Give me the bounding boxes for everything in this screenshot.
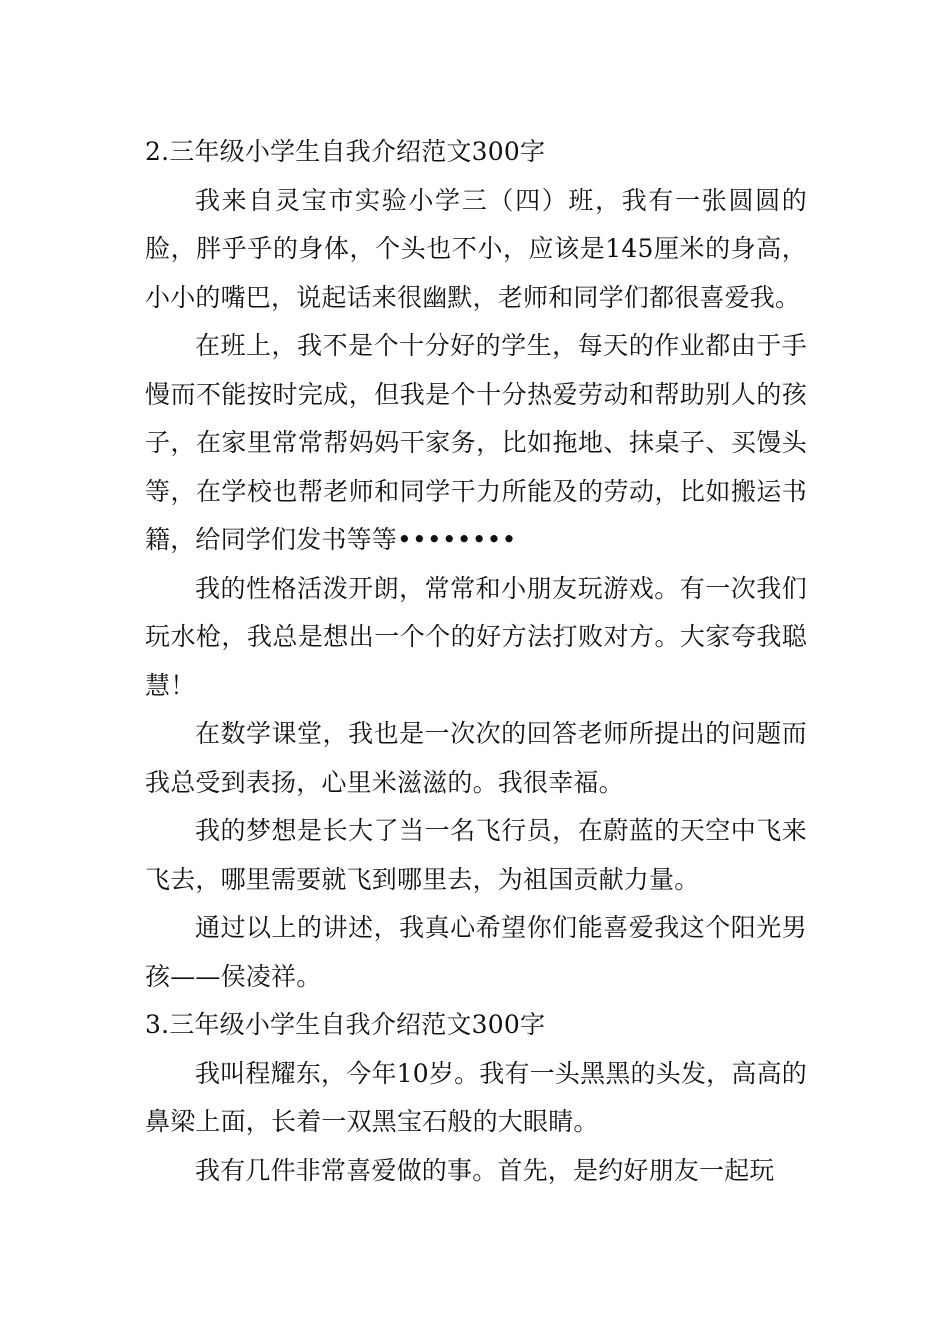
section-2 xyxy=(145,128,807,1001)
paragraph: 在班上，我不是个十分好的学生，每天的作业都由于手慢而不能按时完成，但我是个十分热爱劳动和帮助别人的孩子，在家里常常帮妈妈干家务，比如拖地、抹桌子、买馒头等，在学校也帮老师和同学干力所能及的劳动，比如搬运书籍，给同学们发书等等•••••••• xyxy=(145,331,807,554)
paragraph: 在数学课堂，我也是一次次的回答老师所提出的问题而我总受到表扬，心里米滋滋的。我很幸福。 xyxy=(145,719,807,797)
document-body xyxy=(145,128,807,1195)
section-3 xyxy=(145,1001,807,1195)
section-heading: 2.三年级小学生自我介绍范文300字 xyxy=(145,137,546,166)
section-heading: 3.三年级小学生自我介绍范文300字 xyxy=(145,1010,546,1039)
paragraph: 我的性格活泼开朗，常常和小朋友玩游戏。有一次我们玩水枪，我总是想出一个个的好方法打败对方。大家夸我聪慧！ xyxy=(145,573,807,700)
paragraph: 我的梦想是长大了当一名飞行员，在蔚蓝的天空中飞来飞去，哪里需要就飞到哪里去，为祖国贡献力量。 xyxy=(145,816,807,894)
paragraph: 通过以上的讲述，我真心希望你们能喜爱我这个阳光男孩——侯凌祥。 xyxy=(145,913,807,991)
paragraph: 我有几件非常喜爱做的事。首先，是约好朋友一起玩 xyxy=(195,1155,775,1185)
paragraph: 我来自灵宝市实验小学三（四）班，我有一张圆圆的脸，胖乎乎的身体，个头也不小，应该是145厘米的身高，小小的嘴巴，说起话来很幽默，老师和同学们都很喜爱我。 xyxy=(145,185,807,312)
paragraph: 我叫程耀东，今年10岁。我有一头黑黑的头发，高高的鼻梁上面，长着一双黑宝石般的大眼睛。 xyxy=(145,1058,807,1136)
